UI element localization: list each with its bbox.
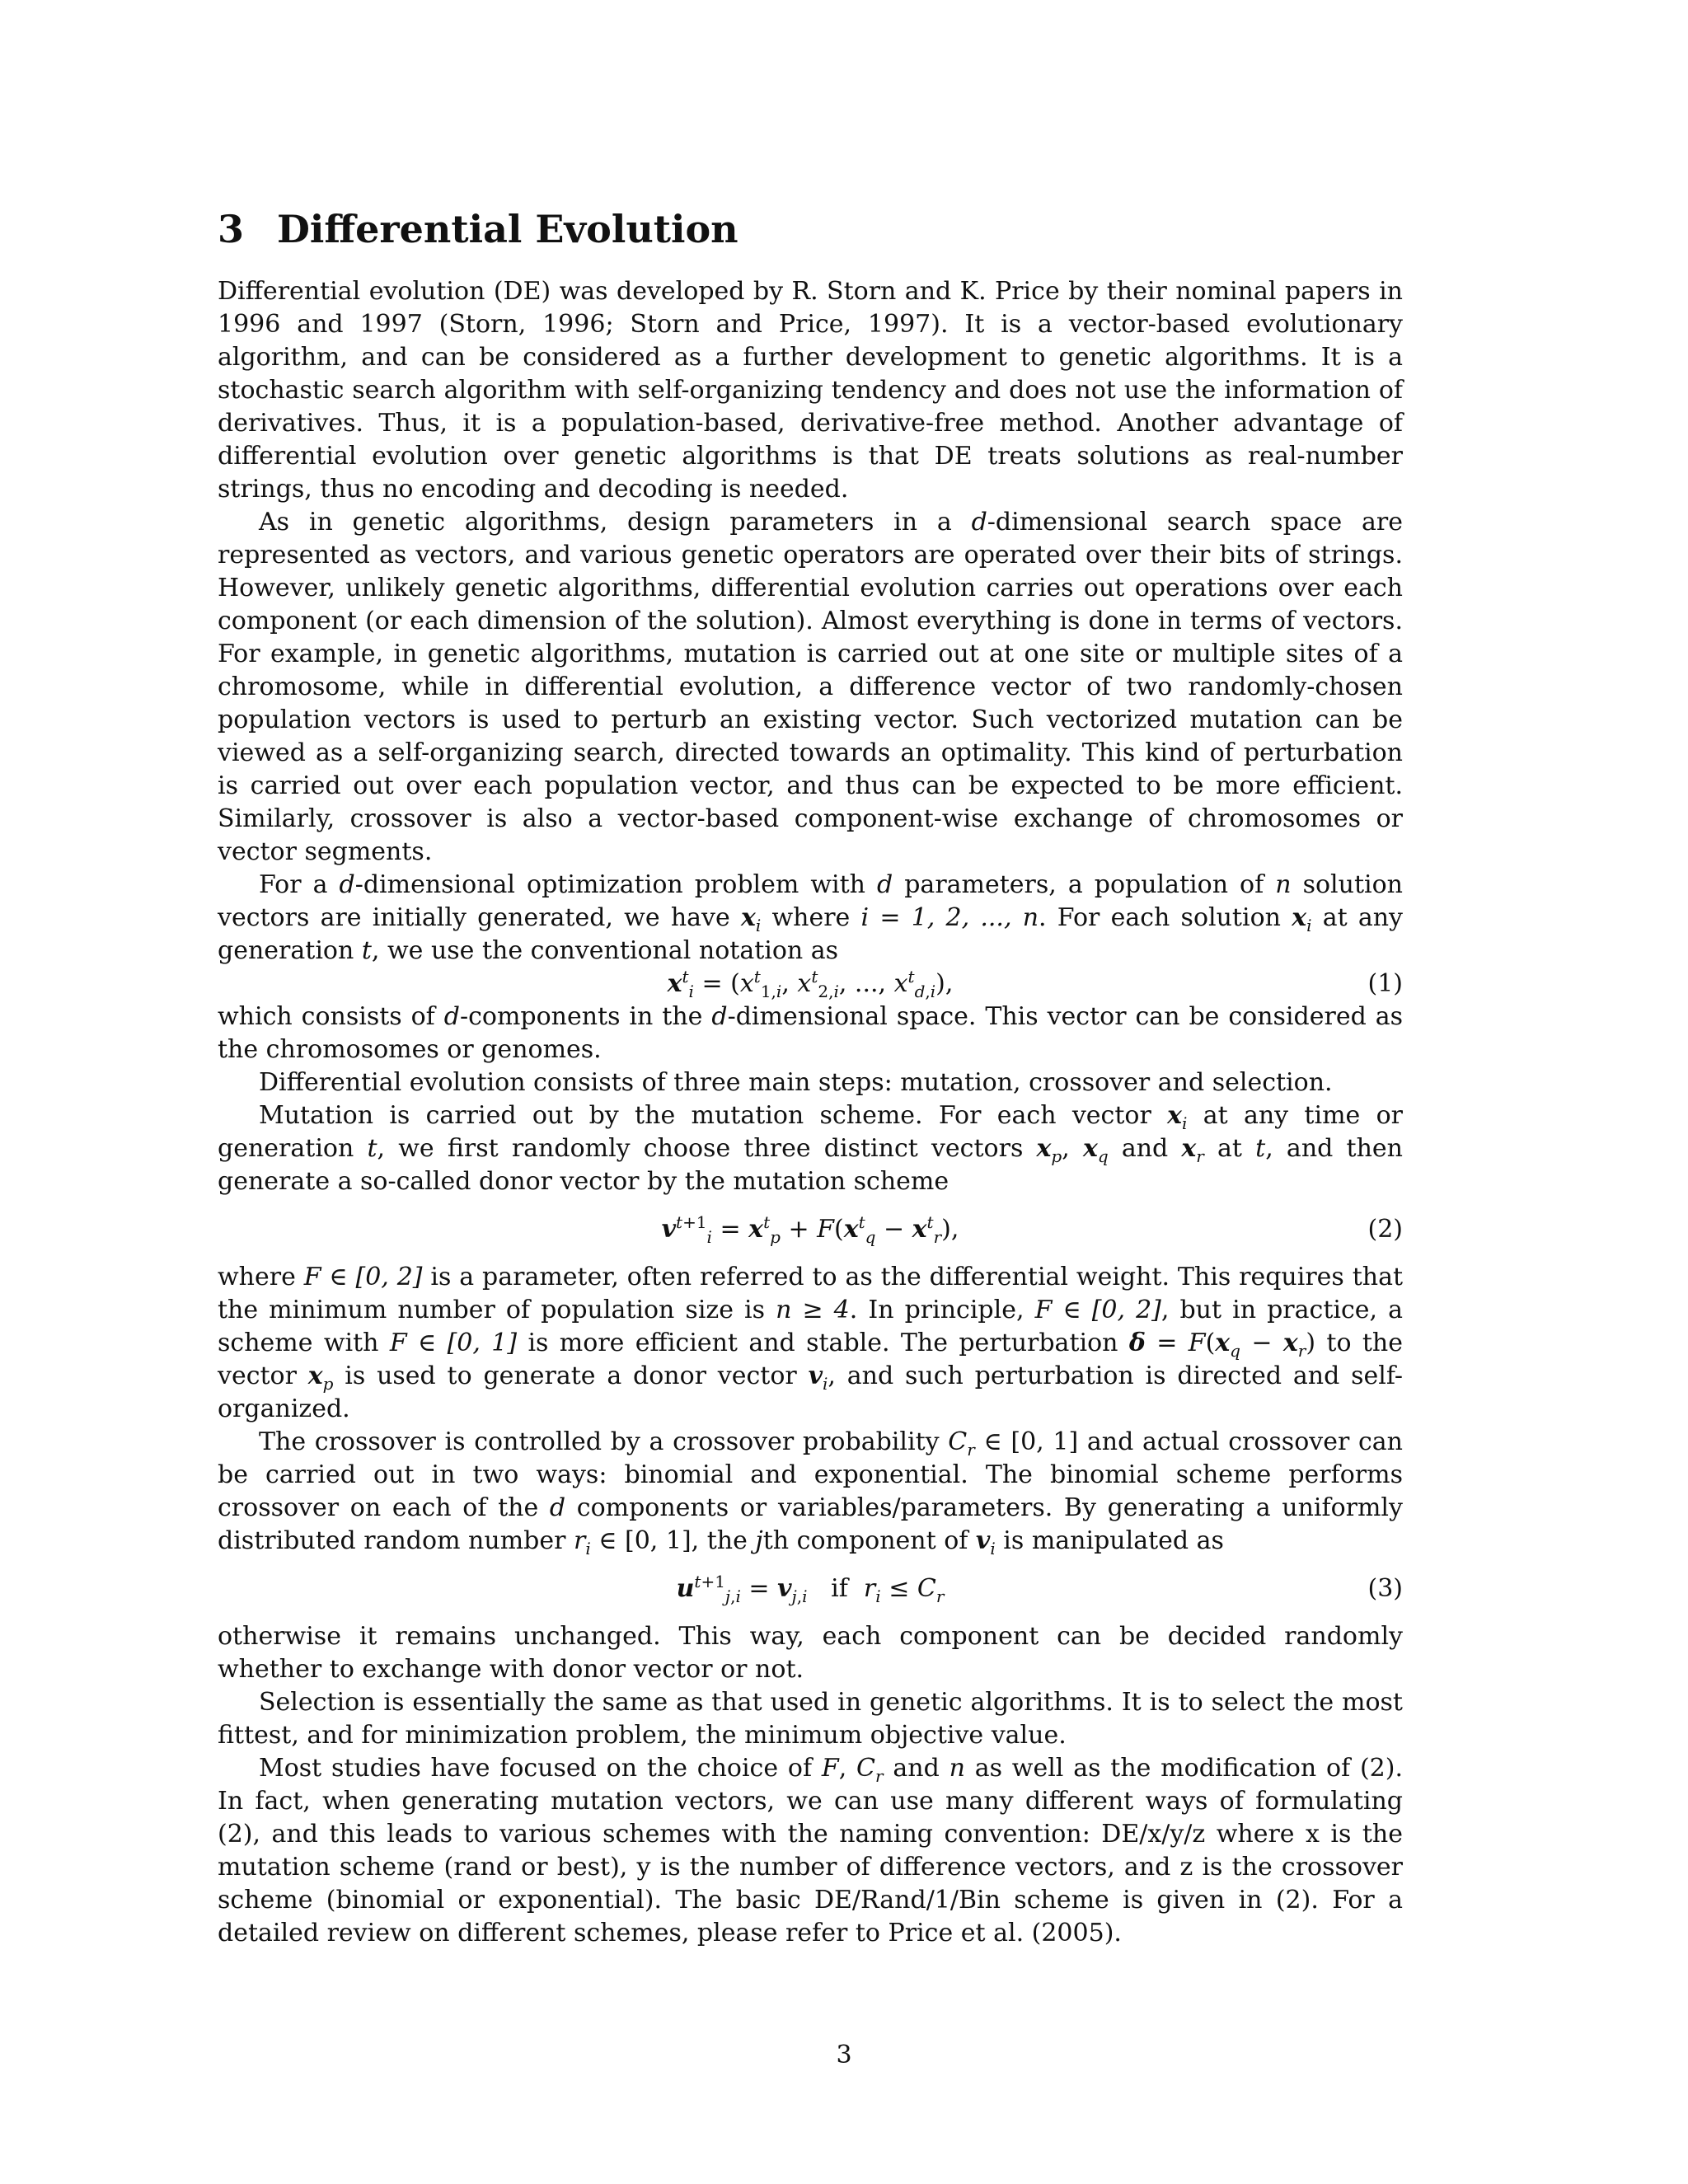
paragraph-9: otherwise it remains unchanged. This way, each component can be decided randomly whether to exchange with donor vector or not. — [218, 1622, 1403, 1684]
equation-3: $u^{t+1}_{j,i} = v_{j,i}$ if $r_i \le C_r$ (3) — [676, 1572, 1403, 1606]
paragraph-10: Selection is essentially the same as that used in genetic algorithms. It is to select the most fittest, and for minimization problem, the minimum objective value. — [218, 1688, 1403, 1750]
paper-page — [218, 206, 1403, 1950]
paragraph-6: Mutation is carried out by the mutation scheme. For each vector $x_i$ at any time or generation t, we first randomly choose three distinct vectors $x_p$, $x_q$ and $x_r$ at t, and then generate a so-called donor vector by the mutation scheme — [218, 1101, 1403, 1196]
equation-number-1: (1) — [1367, 969, 1403, 998]
paragraph-7: where F ∈ [0, 2] is a parameter, often referred to as the differential weight. This requires that the minimum number of population size is n ≥ 4. In principle, F ∈ [0, 2], but in practice, a scheme with F ∈ [0, 1] is more efficient and stable. The perturbation $\delta = F(x_q - x_r)$ to the vector $x_p$ is used to generate a donor vector $v_i$, and such perturbation is directed and self-organized. — [218, 1263, 1404, 1423]
equation-number-3: (3) — [1367, 1574, 1403, 1603]
paragraph-4: which consists of d-components in the d-dimensional space. This vector can be considered as the chromosomes or genomes. — [218, 1002, 1403, 1064]
equation-number-2: (2) — [1367, 1215, 1403, 1244]
paragraph-2: As in genetic algorithms, design parameters in a d-dimensional search space are represented as vectors, and various genetic operators are operated over their bits of strings. However, unlikely genetic algorithms, differential evolution carries out operations over each component (or each dimension of the solution). Almost everything is done in terms of vectors. For example, in genetic algorithms, mutation is carried out at one site or multiple sites of a chromosome, while in differential evolution, a difference vector of two randomly-chosen population vectors is used to perturb an existing vector. Such vectorized mutation can be viewed as a self-organizing search, directed towards an optimality. This kind of perturbation is carried out over each population vector, and thus can be expected to be more efficient. Similarly, crossover is also a vector-based component-wise exchange of chromosomes or vector segments. — [218, 508, 1403, 866]
equation-1: $x^t_i = (x^t_{1,i}$, $x^t_{2,i}$, ..., $x^t_{d,i}$), (1) — [667, 967, 1403, 1001]
section-number: 3 — [218, 207, 245, 251]
equation-2: $v^{t+1}_i = x^t_p + F(x^t_q - x^t_r)$, (2) — [661, 1212, 1403, 1247]
page-number: 3 — [836, 2041, 852, 2069]
section-title: Differential Evolution — [277, 207, 738, 251]
paragraph-5: Differential evolution consists of three main steps: mutation, crossover and selection. — [259, 1068, 1333, 1097]
paragraph-1: Differential evolution (DE) was developed by R. Storn and K. Price by their nominal papers in 1996 and 1997 (Storn, 1996; Storn and Price, 1997). It is a vector-based evolutionary algorithm, and can be considered as a further development to genetic algorithms. It is a stochastic search algorithm with self-organizing tendency and does not use the information of derivatives. Thus, it is a population-based, derivative-free method. Another advantage of differential evolution over genetic algorithms is that DE treats solutions as real-number strings, thus no encoding and decoding is needed. — [218, 277, 1403, 504]
paragraph-3: For a d-dimensional optimization problem with d parameters, a population of n solution vectors are initially generated, we have $x_i$ where i = 1, 2, ..., n. For each solution $x_i$ at any generation t, we use the conventional notation as — [218, 870, 1404, 965]
section-heading — [218, 206, 1403, 252]
paragraph-8: The crossover is controlled by a crossover probability $C_r$ ∈ [0, 1] and actual crossover can be carried out in two ways: binomial and exponential. The binomial scheme performs crossover on each of the d components or variables/parameters. By generating a uniformly distributed random number $r_i$ ∈ [0, 1], the jth component of $v_i$ is manipulated as — [218, 1427, 1403, 1558]
paragraph-11: Most studies have focused on the choice of F, $C_r$ and n as well as the modification of (2). In fact, when generating mutation vectors, we can use many different ways of formulating (2), and this leads to various schemes with the naming convention: DE/x/y/z where x is the mutation scheme (rand or best), y is the number of difference vectors, and z is the crossover scheme (binomial or exponential). The basic DE/Rand/1/Bin scheme is given in (2). For a detailed review on different schemes, please refer to Price et al. (2005). — [218, 1754, 1404, 1947]
